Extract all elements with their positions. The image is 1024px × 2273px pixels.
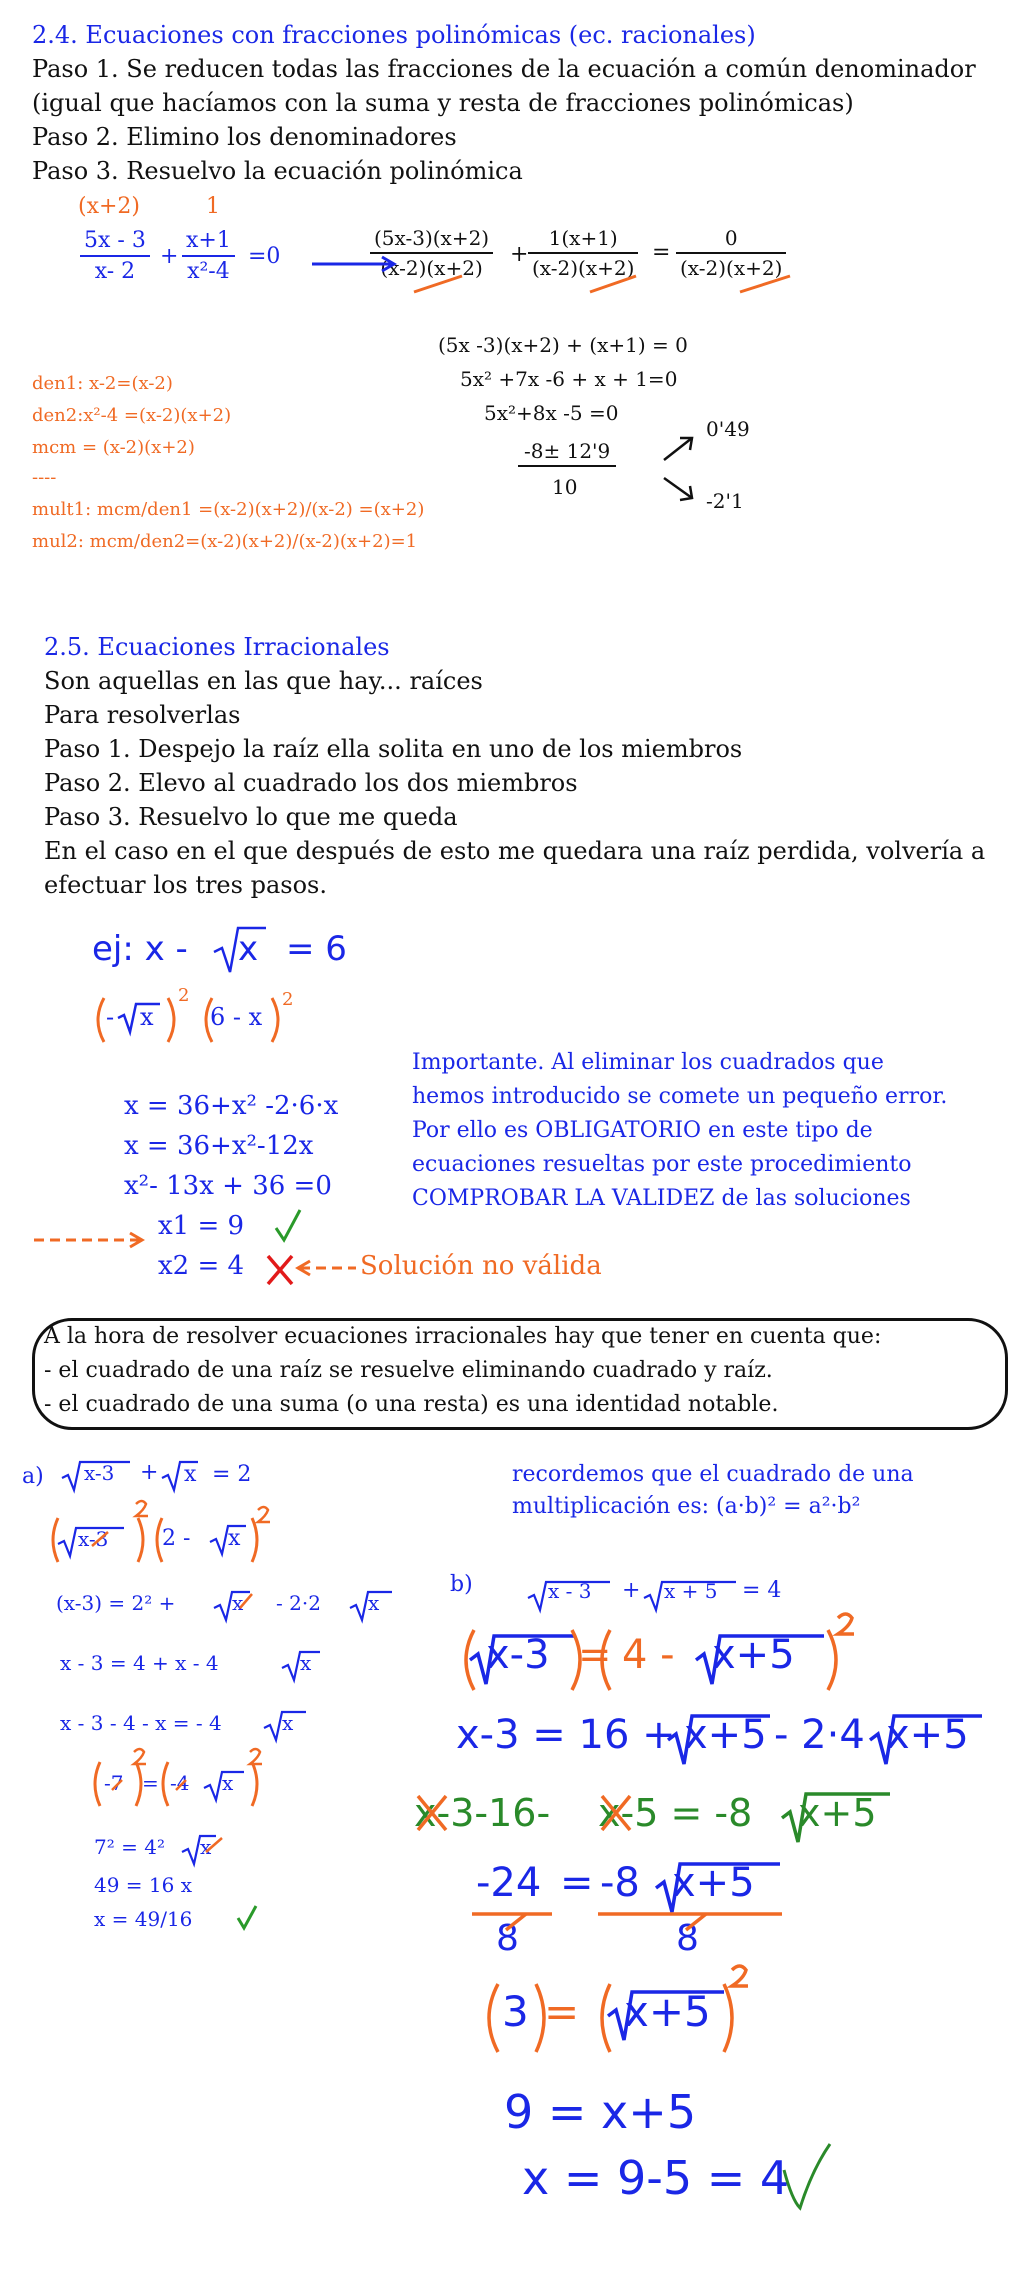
irrational-repeat-note: En el caso en el que después de esto me quedara una raíz perdida, volvería a: [44, 837, 986, 865]
exercise-a-orange-exponents: [92, 1501, 270, 1852]
exercise-a-squared-radicand: x-3: [78, 1527, 109, 1551]
step3-text: Paso 3. Resuelvo la ecuación polinómica: [32, 157, 523, 185]
exercise-b-step-2-radicand-2: x+5: [886, 1712, 969, 1758]
plus-sign: +: [160, 244, 179, 269]
exercise-b-step-3-a: x-3-16-: [414, 1791, 551, 1835]
fraction-2-denominator: x²-4: [182, 255, 235, 284]
exercise-a-step-3: (x-3) = 2² +: [56, 1591, 176, 1615]
exercise-b-step-4-equals: =: [560, 1860, 594, 1906]
exercise-b-step-2: x-3 = 16 +: [456, 1712, 676, 1758]
important-note-line-2: hemos introducido se comete un pequeño error.: [412, 1084, 948, 1109]
exercise-a-solution: x = 49/16: [94, 1907, 193, 1931]
example-equation-label: ej: x -: [92, 929, 188, 969]
exercise-b-step-3-b: x-5 = -8: [598, 1791, 753, 1835]
exercise-a-step-3-radicand: x: [232, 1591, 244, 1615]
solution-2: -2'1: [706, 489, 744, 513]
exercise-a-step-6-equals: =: [142, 1771, 159, 1795]
result-fraction-1-numerator: (5x-3)(x+2): [374, 226, 490, 250]
exercise-b-step-4-denominator-1: 8: [496, 1918, 519, 1959]
exercise-b-solution: x = 9-5 = 4: [522, 2151, 790, 2205]
mult1-note: mult1: mcm/den1 =(x-2)(x+2)/(x-2) =(x+2): [32, 499, 425, 520]
exercise-a-orange-parentheses: [53, 1518, 257, 1806]
note-box-line-1: A la hora de resolver ecuaciones irracionales hay que tener en cuenta que:: [44, 1324, 882, 1349]
solution-1: 0'49: [706, 417, 750, 441]
den1-note: den1: x-2=(x-2): [32, 373, 173, 394]
exercise-b-check-icon: [784, 2144, 830, 2208]
arrow-right-icon: [312, 257, 394, 271]
squared-lhs-minus: -: [106, 1003, 115, 1031]
solution-step-2: 5x² +7x -6 + x + 1=0: [460, 367, 678, 391]
squared-lhs-exponent: 2: [178, 985, 190, 1006]
squared-rhs: 6 - x: [210, 1003, 263, 1031]
important-note-line-3: Por ello es OBLIGATORIO en este tipo de: [412, 1118, 873, 1143]
reminder-line-1: recordemos que el cuadrado de una: [512, 1462, 914, 1487]
quadratic-formula-denominator: 10: [552, 475, 578, 499]
important-note-line-5: COMPROBAR LA VALIDEZ de las soluciones: [412, 1186, 911, 1211]
note-box-line-2: - el cuadrado de una raíz se resuelve eliminando cuadrado y raíz.: [44, 1358, 773, 1383]
irrational-step-1: Paso 1. Despejo la raíz ella solita en uno de los miembros: [44, 735, 743, 763]
exercise-a-step-5: x - 3 - 4 - x = - 4: [60, 1711, 222, 1735]
cancel-strikes: [414, 276, 790, 292]
example-solution-2: x2 = 4: [158, 1251, 245, 1281]
irrational-step-3: Paso 3. Resuelvo lo que me queda: [44, 803, 458, 831]
exercise-b-step-3-radicand: x+5: [798, 1791, 877, 1835]
exercise-a-step-4: x - 3 = 4 + x - 4: [60, 1651, 219, 1675]
example-step-3: x²- 13x + 36 =0: [124, 1171, 332, 1201]
section-title-2-5: 2.5. Ecuaciones Irracionales: [44, 633, 390, 661]
irrational-definition: Son aquellas en las que hay... raíces: [44, 667, 483, 695]
solution-step-3: 5x²+8x -5 =0: [484, 401, 619, 425]
exercise-a-sqrt-icons: [58, 1462, 392, 1864]
result-fraction-3-denominator: (x-2)(x+2): [676, 252, 786, 280]
exercise-a-squared-rhs-radicand: x: [228, 1526, 241, 1551]
exercise-a-step-7: 7² = 4²: [94, 1835, 165, 1859]
equals-zero: =0: [248, 244, 281, 269]
exercise-b-rhs: = 4: [742, 1578, 782, 1603]
exercise-b-label: b): [450, 1572, 473, 1597]
exercise-b-plus: +: [622, 1578, 641, 1603]
exercise-a-check-icon: [238, 1906, 256, 1928]
reminder-line-2: multiplicación es: (a·b)² = a²·b²: [512, 1494, 861, 1519]
exercise-b-step-1-equals: =: [578, 1632, 612, 1678]
fraction-1-denominator: x- 2: [80, 255, 150, 284]
exercise-b-radicand-2: x + 5: [664, 1579, 718, 1603]
result-fraction-2-denominator: (x-2)(x+2): [528, 252, 638, 280]
section-title-2-4: 2.4. Ecuaciones con fracciones polinómicas (ec. racionales): [32, 21, 756, 49]
quadratic-formula-numerator: -8± 12'9: [524, 439, 611, 463]
cross-icon: [268, 1256, 292, 1284]
step2-text: Paso 2. Elimino los denominadores: [32, 123, 457, 151]
dashed-arrow-icon: [34, 1233, 356, 1275]
exercise-b-radicand-1: x - 3: [548, 1579, 592, 1603]
exercise-a-label: a): [22, 1464, 44, 1489]
exercise-b-sqrt-icons: [528, 1579, 736, 1610]
exercise-b-step-1-rhs: 4 -: [622, 1632, 675, 1678]
example-rhs: = 6: [286, 929, 347, 969]
result-fraction-1-denominator: (x-2)(x+2): [370, 252, 493, 280]
separator-note: ----: [32, 467, 57, 488]
squared-lhs-radicand: x: [140, 1003, 154, 1031]
irrational-repeat-note-2: efectuar los tres pasos.: [44, 871, 327, 899]
result-fraction-2-numerator: 1(x+1): [548, 226, 618, 250]
exercise-a-step-3-middle: - 2·2: [276, 1591, 321, 1615]
exercise-b-step-4-lhs: -24: [476, 1860, 542, 1906]
solution-step-1: (5x -3)(x+2) + (x+1) = 0: [438, 333, 688, 357]
branch-arrow-up-icon: [664, 438, 692, 460]
exercise-b-handwritten-sqrt-icons: [470, 1636, 982, 2040]
sqrt-icon: [118, 928, 266, 1032]
exercise-b-step-2-middle: - 2·4: [774, 1712, 865, 1758]
example-solution-1: x1 = 9: [158, 1211, 245, 1241]
step1-note: (igual que hacíamos con la suma y resta de fracciones polinómicas): [32, 89, 854, 117]
exercise-a-step-3-radicand-2: x: [368, 1591, 380, 1615]
exercise-a-step-8: 49 = 16 x: [94, 1873, 193, 1897]
exercise-a-step-4-radicand: x: [300, 1651, 312, 1675]
fraction-2-numerator: x+1: [186, 228, 231, 253]
mcm-note: mcm = (x-2)(x+2): [32, 437, 195, 458]
result-fraction-3-numerator: 0: [724, 226, 738, 250]
exercise-a-step-6-radicand: x: [222, 1771, 234, 1795]
exercise-b-green-sqrt-icon: [782, 1791, 890, 1842]
exercise-a-radicand-1: x-3: [84, 1461, 115, 1485]
note-box-line-3: - el cuadrado de una suma (o una resta) es una identidad notable.: [44, 1392, 779, 1417]
exercise-a-squared-rhs: 2 -: [162, 1526, 191, 1551]
result-plus-sign: +: [510, 242, 529, 267]
exercise-b-step-4-rhs: -8: [600, 1860, 640, 1906]
exercise-a-rhs: = 2: [212, 1462, 252, 1487]
result-equals: =: [652, 240, 671, 265]
den2-note: den2:x²-4 =(x-2)(x+2): [32, 405, 232, 426]
exercise-b-step-4-radicand: x+5: [672, 1860, 755, 1906]
exercise-a-step-5-radicand: x: [282, 1711, 294, 1735]
multiplier-2: 1: [206, 194, 220, 219]
exercise-a-radicand-2: x: [184, 1462, 197, 1487]
exercise-a-step-6-lhs: -7: [104, 1771, 124, 1795]
exercise-b-step-4-denominator-2: 8: [676, 1918, 699, 1959]
invalid-solution-label: Solución no válida: [360, 1251, 602, 1281]
exercise-b-step-5-lhs: 3: [502, 1987, 529, 2036]
irrational-step-2: Paso 2. Elevo al cuadrado los dos miembros: [44, 769, 578, 797]
important-note-line-1: Importante. Al eliminar los cuadrados que: [412, 1050, 884, 1075]
step1-text: Paso 1. Se reducen todas las fracciones de la ecuación a común denominador: [32, 55, 976, 83]
branch-arrow-down-icon: [664, 478, 692, 500]
exercise-a-step-7-radicand: x: [200, 1835, 212, 1859]
multiplier-1: (x+2): [78, 194, 141, 219]
exercise-a-step-6-rhs: -4: [170, 1771, 190, 1795]
exercise-b-step-1-radicand-2: x+5: [712, 1632, 795, 1678]
example-step-2: x = 36+x²-12x: [124, 1131, 314, 1161]
irrational-how-to: Para resolverlas: [44, 701, 241, 729]
example-radicand: x: [238, 929, 259, 969]
fraction-1-numerator: 5x - 3: [84, 228, 146, 253]
exercise-b-step-1-radicand: x-3: [486, 1632, 550, 1678]
squared-rhs-exponent: 2: [282, 989, 294, 1010]
exercise-b-step-5-equals: =: [544, 1987, 580, 2036]
important-note-line-4: ecuaciones resueltas por este procedimiento: [412, 1152, 912, 1177]
mul2-note: mul2: mcm/den2=(x-2)(x+2)/(x-2)(x+2)=1: [32, 531, 418, 552]
check-icon: [276, 1210, 300, 1240]
exercise-a-plus: +: [140, 1460, 159, 1485]
example-step-1: x = 36+x² -2·6·x: [124, 1091, 339, 1121]
exercise-b-step-2-radicand: x+5: [684, 1712, 767, 1758]
exercise-b-step-5-radicand: x+5: [624, 1987, 711, 2036]
exercise-b-step-6: 9 = x+5: [504, 2085, 697, 2139]
